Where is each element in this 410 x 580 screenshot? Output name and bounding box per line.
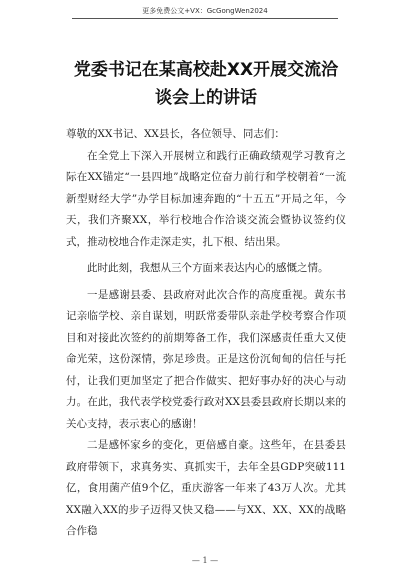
paragraph-transition: 此时此刻，我想从三个方面来表达内心的感慨之情。 <box>87 262 329 274</box>
page-number: — 1 — <box>191 556 219 565</box>
document-title: 党委书记在某高校赴XX开展交流洽谈会上的讲话 <box>73 60 339 108</box>
paragraph-point-one: 一是感谢县委、县政府对此次合作的高度重视。黄东书记亲临学校、亲自谋划，明跃常委带队亲赴学校考察合作项目和对接此次签约的前期筹备工作，我们深感责任重大又使命光荣，这份深情，弥足珍贵。正是这份沉甸甸的信任与托付，让我们更加坚定了把合作做实、把好事办好的决心与动力。在此，我代表学校党委行政对XX县委县政府长期以来的关心支持，表示衷心的感谢！ <box>66 288 346 430</box>
header-divider <box>72 18 338 19</box>
paragraph-intro: 在全党上下深入开展树立和践行正确政绩观学习教育之际在XX锚定“一县四地”战略定位奋力前行和学校朝着“一流新型财经大学”办学目标加速奔跑的“十五五”开局之年，今天，我们齐聚XX，举行校地合作洽谈交流会暨协议签约仪式，推动校地合作走深走实，扎下根、结出果。 <box>66 149 346 248</box>
header-note: 更多免费公文+VX：GcGongWen2024 <box>142 7 268 15</box>
paragraph-point-two: 二是感怀家乡的变化，更倍感自豪。这些年，在县委县政府带领下，求真务实、真抓实干，去年全县GDP突破111亿，食用菌产值9个亿，重庆游客一年来了43万人次。尤其XX融入XX的步子迈得又快又稳——与XX、XX、XX的战略合作稳 <box>66 439 346 537</box>
document-body <box>66 124 346 543</box>
salutation: 尊敬的XX书记、XX县长，各位领导、同志们： <box>66 128 285 140</box>
